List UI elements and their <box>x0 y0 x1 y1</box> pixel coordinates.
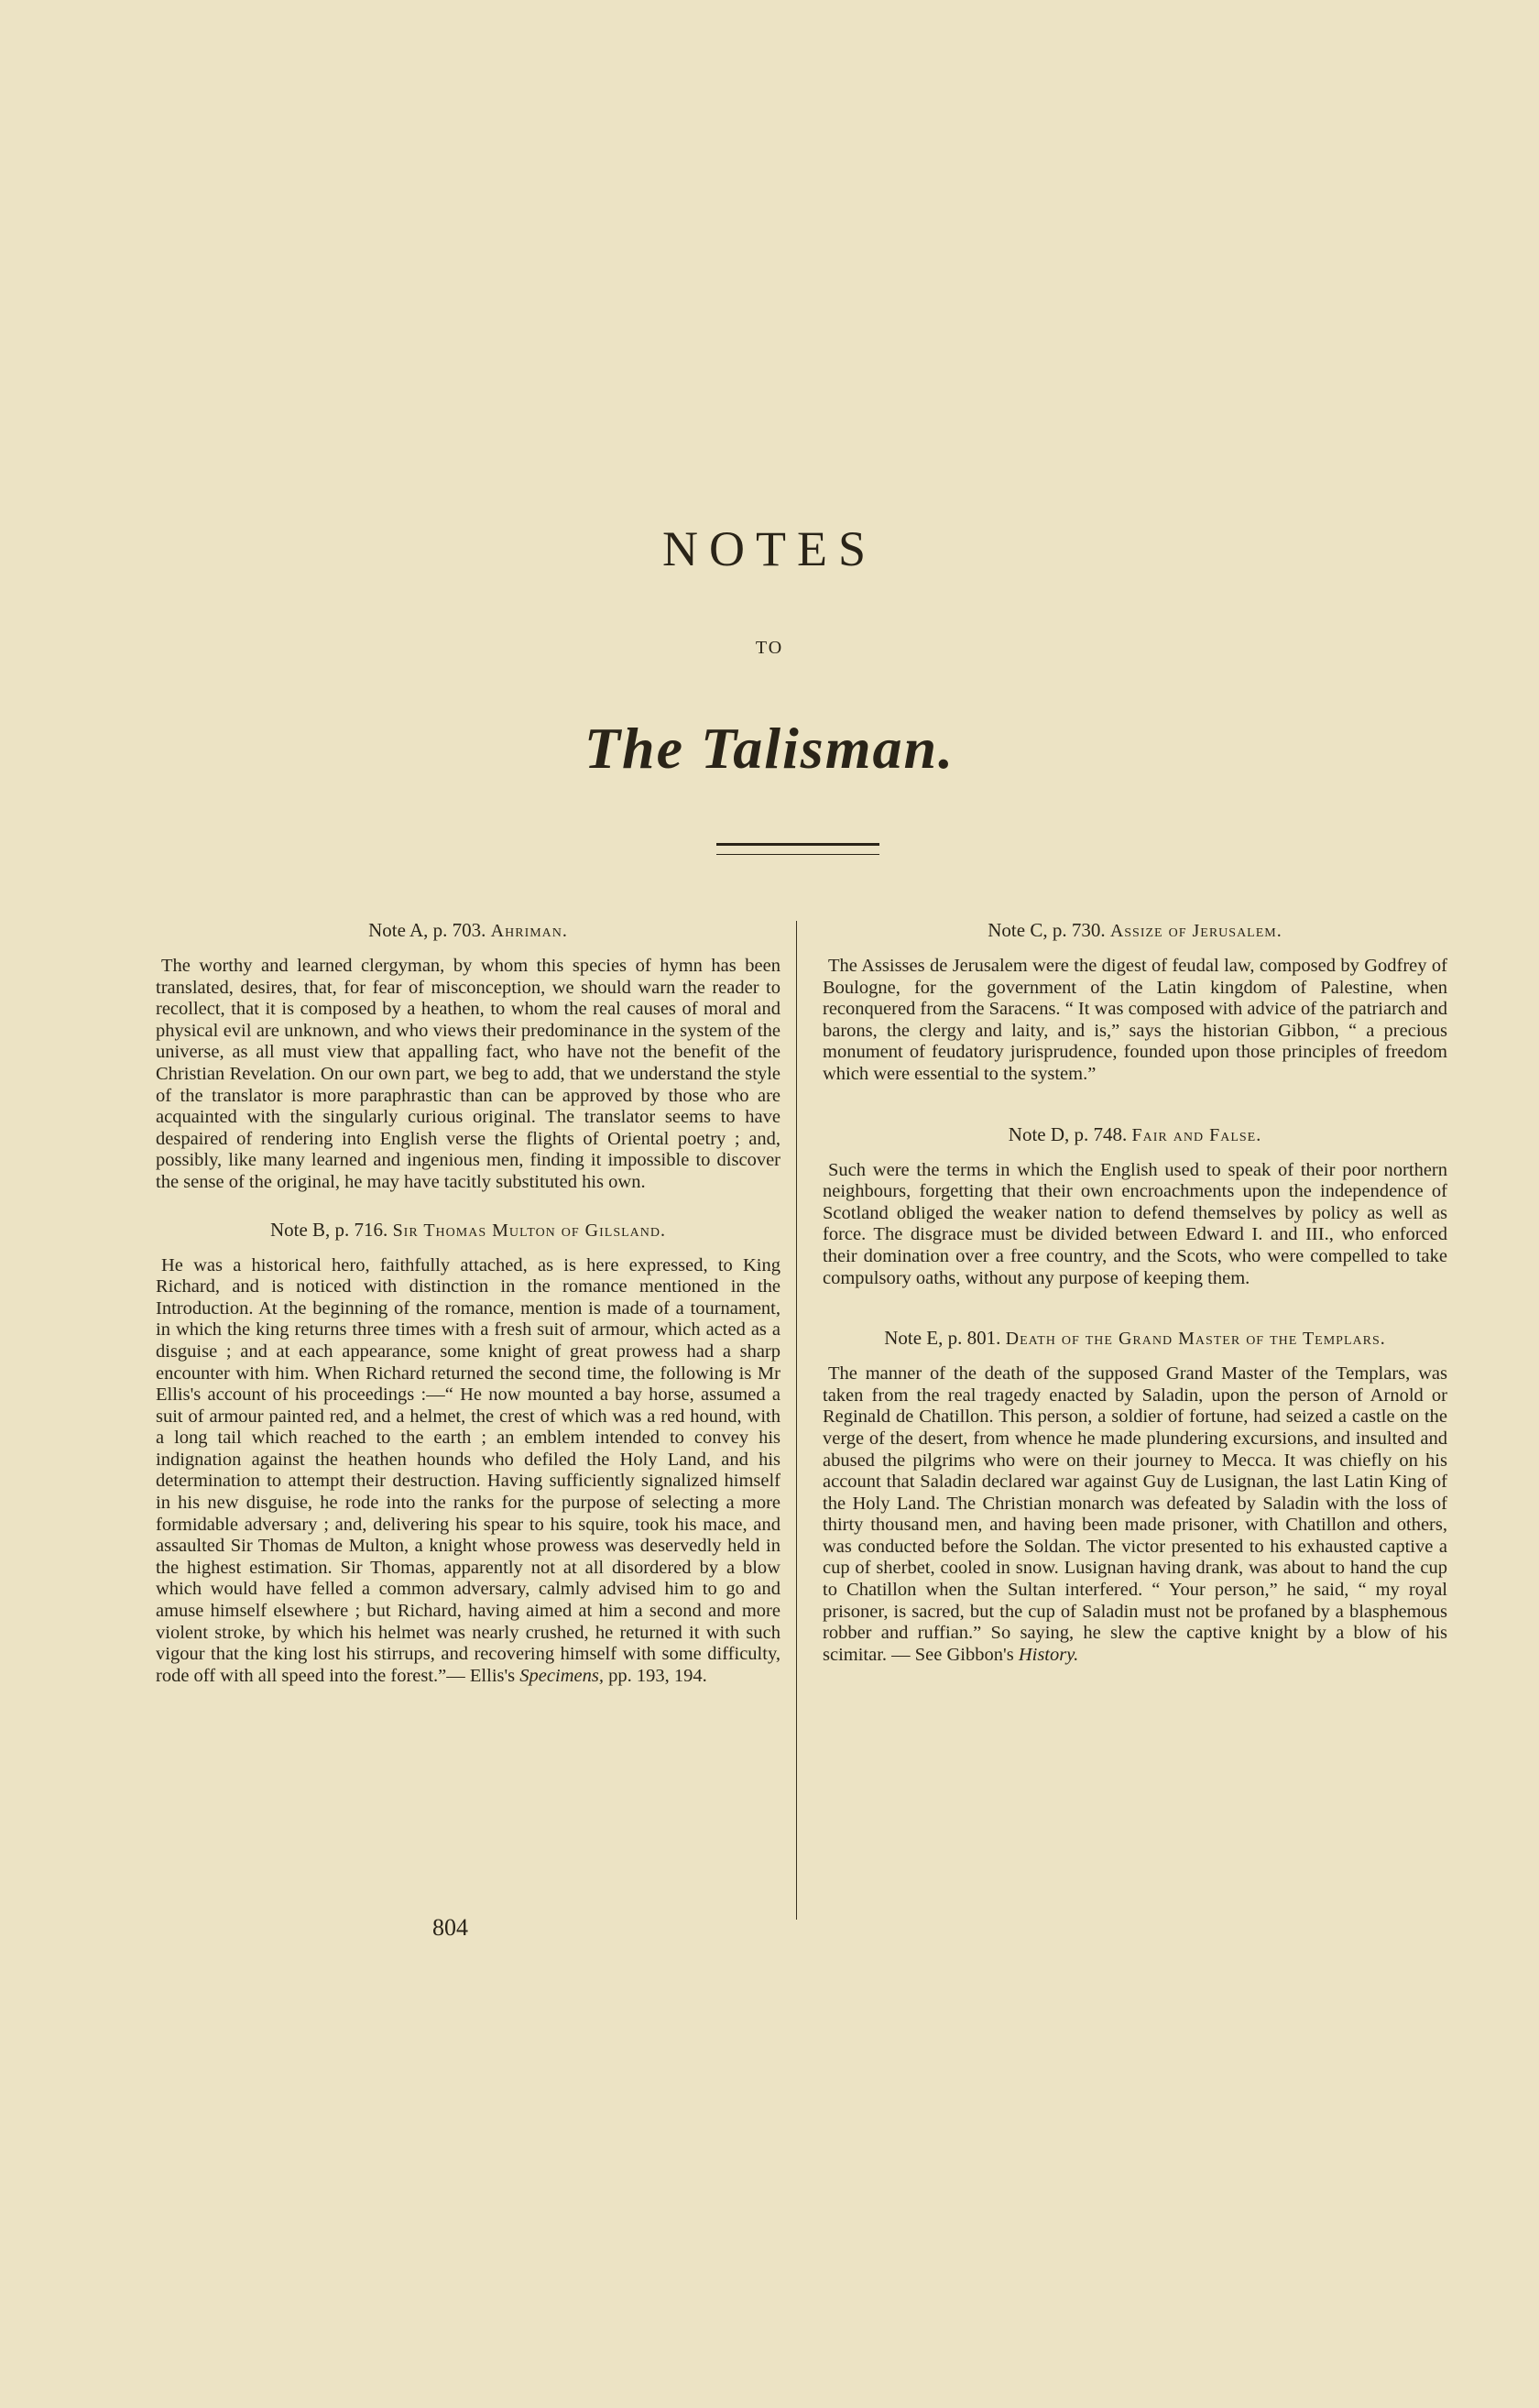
title-connector: TO <box>755 638 784 658</box>
note-a-text: The worthy and learned clergyman, by whom this species of hymn has been translated, desires, that, for fear of misconception, we should warn the reader to recollect, that it is composed by a heathen, to whom the real causes of moral and physical evil are unknown, and who views their predominance in the system of the universe, as all must view that appalling fact, who have not the benefit of the Christian Revelation. On our own part, we beg to add, that we understand the style of the translator is more paraphrastic than can be approved by those who are acquainted with the singularly curious original. The translator seems to have despaired of rendering into English verse the flights of Oriental poetry ; and, possibly, like many learned and ingenious men, finding it impossible to discover the sense of the original, he may have tacitly substituted his own. <box>156 956 780 1192</box>
note-d-heading <box>823 1122 1447 1147</box>
note-e-citation-work: History. <box>1018 1644 1079 1665</box>
note-b-body: He was a historical hero, faithfully attached, as is here expressed, to King Richard, and is noticed with distinction in the romance mentioned in the Introduction. At the beginning of the romance, mention is made of a tournament, in which the king returns three times with a fresh suit of armour, which acted as a disguise ; and at each appearance, some knight of great prowess had a sharp encounter with him. When Richard returned the second time, the following is Mr Ellis's account of his proceedings :—“ He now mounted a bay horse, assumed a suit of armour painted red, and a helmet, the crest of which was a red hound, with a long tail which reached to the earth ; an emblem intended to convey his indignation against the heathen hounds who defiled the Holy Land, and his determination to attempt their destruction. Having sufficiently signalized himself in his new disguise, he rode into the ranks for the purpose of selecting a more formidable adversary ; and, delivering his spear to his squire, took his mace, and assaulted Sir Thomas de Multon, a knight whose prowess was deservedly held in the highest estimation. Sir Thomas, apparently not at all disordered by a blow which would have felled a common adversary, calmly advised him to go and amuse himself elsewhere ; but Richard, having aimed at him a second and more violent stroke, by which his helmet was nearly crushed, he returned it with such vigour that the king lost his stirrups, and recovering himself with some difficulty, rode off with all speed into the forest.” <box>156 1254 780 1686</box>
note-d-subject: Fair and False. <box>1131 1124 1262 1145</box>
note-b-citation-author: — Ellis's <box>446 1665 516 1686</box>
note-b-text <box>156 1255 780 1688</box>
note-d-text: Such were the terms in which the English used to speak of their poor northern neighbours, forgetting that their own encroachments upon the independence of Scotland obliged the weaker nation to defend themselves by policy as well as force. The disgrace must be divided between Edward I. and III., who enforced their domination over a free country, and the Scots, who were compelled to take compulsory oaths, without any purpose of keeping them. <box>823 1159 1447 1288</box>
note-a-ref: Note A, p. 703. <box>368 919 486 941</box>
note-b-subject: Sir Thomas Multon of Gilsland. <box>392 1220 667 1241</box>
note-e-text <box>823 1363 1447 1666</box>
note-c-subject: Assize of Jerusalem. <box>1109 921 1282 941</box>
title-rule <box>716 843 879 855</box>
book-title: The Talisman. <box>584 716 955 781</box>
note-b-heading <box>156 1218 780 1242</box>
note-e-ref: Note E, p. 801. <box>884 1327 1001 1350</box>
note-e-body: The manner of the death of the supposed Grand Master of the Templars, was taken from the real tragedy enacted by Saladin, upon the person of Arnold or Reginald de Chatillon. This person, a soldier of fortune, had seized a castle on the verge of the desert, from whence he made plundering excursions, and insulted and abused the pilgrims who were on their journey to Mecca. It was chiefly on his account that Saladin declared war against Guy de Lusignan, the last Latin King of the Holy Land. The Christian monarch was defeated by Saladin with the loss of thirty thousand men, and having been made prisoner, with Chatillon and others, was conducted before the Soldan. The victor presented to his exhausted captive a cup of sherbet, cooled in snow. Lusignan having drank, was about to hand the cup to Chatillon when the Sultan interfered. “ Your person,” he said, “ my royal prisoner, is sacred, but the cup of Saladin must not be profaned by a blasphemous robber and ruffian.” So saying, he slew the captive knight by a blow of his scimitar. <box>823 1363 1447 1665</box>
note-b-citation-pages: pp. 193, 194. <box>608 1665 707 1686</box>
column-divider <box>796 921 797 1920</box>
page-number: 804 <box>432 1914 468 1941</box>
note-a-heading <box>156 918 780 943</box>
page-title: NOTES <box>662 521 877 576</box>
note-c-heading <box>823 918 1447 943</box>
note-e-heading <box>823 1326 1447 1351</box>
note-c-ref: Note C, p. 730. <box>988 919 1106 941</box>
note-e-citation-author: — See Gibbon's <box>891 1644 1014 1665</box>
note-c-text: The Assisses de Jerusalem were the digest of feudal law, composed by Godfrey of Boulogne, for the government of the Latin kingdom of Palestine, when reconquered from the Saracens. “ It was composed with advice of the patriarch and barons, the clergy and laity, and is,” says the historian Gibbon, “ a precious monument of feudatory jurisprudence, founded upon those principles of freedom which were essential to the system.” <box>823 956 1447 1084</box>
note-b-citation-work: Specimens, <box>519 1665 604 1686</box>
right-column <box>823 918 1447 1666</box>
note-a-subject: Ahriman. <box>490 921 568 941</box>
note-b-ref: Note B, p. 716. <box>269 1218 388 1241</box>
note-e-subject: Death of the Grand Master of the Templars. <box>1005 1329 1386 1350</box>
note-d-ref: Note D, p. 748. <box>1008 1122 1128 1145</box>
left-column <box>156 918 780 1687</box>
